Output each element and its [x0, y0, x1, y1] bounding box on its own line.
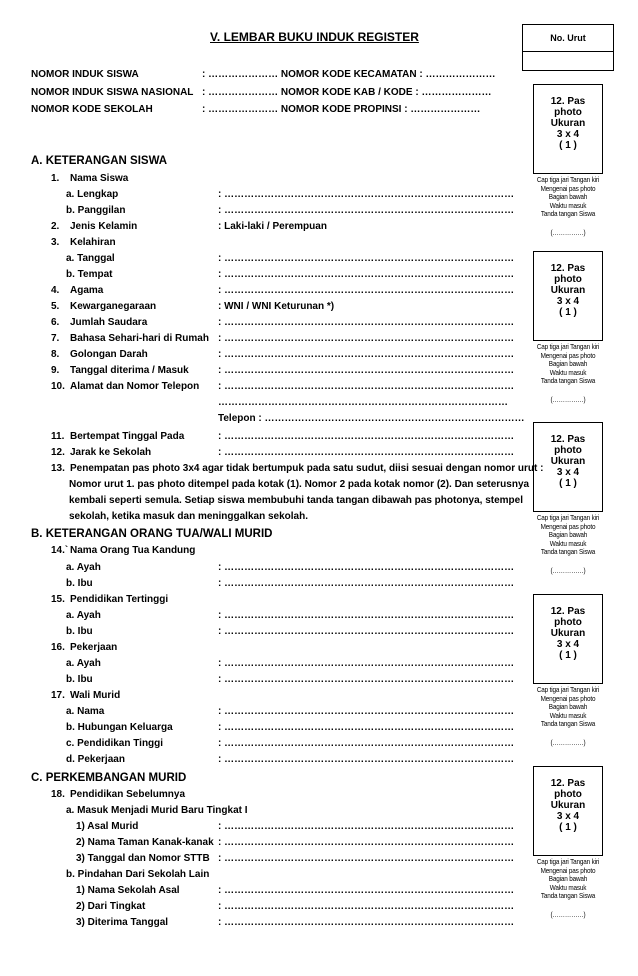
field-value[interactable]: : Laki-laki / Perempuan [218, 221, 327, 232]
caption-line: Waktu masuk [549, 882, 587, 892]
row-number: 17. [51, 690, 65, 701]
field-label: a. Masuk Menjadi Murid Baru Tingkat I [66, 805, 248, 816]
section-a-heading: A. KETERANGAN SISWA [31, 155, 168, 167]
field-label: 2) Dari Tingkat [76, 901, 146, 912]
photo-label: 12. Pas [550, 606, 586, 617]
caption-line: Cap tiga jari Tangan kiri [536, 342, 600, 351]
field-value[interactable]: : …………………………………………………………………………… [218, 901, 515, 912]
field-label: 1) Asal Murid [76, 821, 139, 832]
row-number: 15. [51, 594, 65, 605]
caption-line: Waktu masuk [549, 367, 587, 377]
row-number: 14.` [51, 545, 69, 556]
photo-box[interactable] [533, 422, 603, 512]
field-label: b. Panggilan [66, 205, 126, 216]
field-value[interactable]: : …………………………………………………………………………… [218, 269, 515, 280]
field-label: Bahasa Sehari-hari di Rumah [70, 333, 209, 344]
field-value[interactable]: : …………………………………………………………………………… [218, 917, 515, 928]
field-label: a. Ayah [66, 610, 101, 621]
field-value[interactable]: : …………………………………………………………………………… [218, 447, 515, 458]
photo-label: ( 1 ) [559, 140, 577, 151]
caption-line: Waktu masuk [549, 710, 587, 720]
photo-label: 3 x 4 [556, 639, 580, 650]
photo-label: photo [554, 445, 582, 456]
field-label: 2) Nama Taman Kanak-kanak [76, 837, 214, 848]
field-value[interactable]: : …………………………………………………………………………… [218, 189, 515, 200]
photo-caption [529, 176, 607, 238]
row-number: 11. [51, 431, 65, 442]
field-label: Jenis Kelamin [70, 221, 138, 232]
header-label: NOMOR KODE SEKOLAH [31, 104, 153, 115]
signature-field[interactable]: (……………) [550, 394, 586, 404]
signature-field[interactable]: (……………) [550, 737, 586, 747]
section-b-heading: B. KETERANGAN ORANG TUA/WALI MURID [31, 528, 273, 540]
field-label: b. Pindahan Dari Sekolah Lain [66, 869, 210, 880]
photo-label: Ukuran [550, 628, 586, 639]
field-label: b. Ibu [66, 626, 93, 637]
caption-line: Mengenai pas photo [540, 693, 596, 703]
field-label: Jarak ke Sekolah [70, 447, 152, 458]
field-label: 1) Nama Sekolah Asal [76, 885, 180, 896]
field-label: a. Nama [66, 706, 105, 717]
photo-label: Ukuran [550, 456, 586, 467]
header-value[interactable]: : ………………… NOMOR KODE PROPINSI : ………………… [202, 104, 481, 115]
photo-box[interactable] [533, 766, 603, 856]
field-value[interactable]: Telepon : …………………………………………………………………… [218, 413, 525, 424]
signature-field[interactable]: (……………) [550, 227, 586, 237]
field-label: Kelahiran [70, 237, 116, 248]
field-label: Nomor urut 1. pas photo ditempel pada kotak (1). Nomor 2 pada kotak nomor (2). Dan seterusnya [69, 479, 530, 490]
field-value[interactable]: : …………………………………………………………………………… [218, 674, 515, 685]
photo-label: 12. Pas [550, 263, 586, 274]
field-value[interactable]: : …………………………………………………………………………… [218, 853, 515, 864]
header-label: NOMOR INDUK SISWA NASIONAL [31, 87, 194, 98]
caption-line: Tanda tangan Siswa [540, 891, 596, 901]
field-label: a. Tanggal [66, 253, 115, 264]
field-label: Wali Murid [70, 690, 121, 701]
row-number: 10. [51, 381, 65, 392]
field-label: 3) Tanggal dan Nomor STTB [76, 853, 210, 864]
caption-line: Mengenai pas photo [540, 521, 596, 531]
row-number: 2. [51, 221, 60, 232]
photo-label: photo [554, 274, 582, 285]
photo-label: ( 1 ) [559, 478, 577, 489]
photo-label: Ukuran [550, 118, 586, 129]
header-value[interactable]: : ………………… NOMOR KODE KECAMATAN : ………………… [202, 69, 496, 80]
caption-line: Cap tiga jari Tangan kiri [536, 857, 600, 866]
field-value[interactable]: : …………………………………………………………………………… [218, 285, 515, 296]
field-value[interactable]: : …………………………………………………………………………… [218, 658, 515, 669]
field-label: Nama Siswa [70, 173, 129, 184]
photo-label: 3 x 4 [556, 467, 580, 478]
field-label: a. Ayah [66, 562, 101, 573]
row-number: 1. [51, 173, 60, 184]
section-c-heading: C. PERKEMBANGAN MURID [31, 772, 187, 784]
photo-label: 3 x 4 [556, 129, 580, 140]
row-number: 7. [51, 333, 60, 344]
field-value[interactable]: : …………………………………………………………………………… [218, 381, 515, 392]
photo-caption [529, 858, 607, 920]
photo-label: Ukuran [550, 800, 586, 811]
row-number: 3. [51, 237, 60, 248]
caption-line: Bagian bawah [548, 192, 588, 202]
row-number: 16. [51, 642, 65, 653]
caption-line: Cap tiga jari Tangan kiri [536, 513, 600, 522]
field-label: d. Pekerjaan [66, 754, 125, 765]
photo-box[interactable] [533, 251, 603, 341]
photo-label: photo [554, 107, 582, 118]
photo-label: photo [554, 617, 582, 628]
field-label: a. Lengkap [66, 189, 119, 200]
field-label: b. Hubungan Keluarga [66, 722, 173, 733]
field-label: Pendidikan Sebelumnya [70, 789, 186, 800]
caption-line: Bagian bawah [548, 359, 588, 369]
photo-box[interactable] [533, 84, 603, 174]
row-number: 4. [51, 285, 60, 296]
field-value[interactable]: …………………………………………………………………………… [218, 397, 508, 408]
field-value[interactable]: : …………………………………………………………………………… [218, 578, 515, 589]
row-number: 6. [51, 317, 60, 328]
field-value[interactable]: : …………………………………………………………………………… [218, 722, 515, 733]
caption-line: Waktu masuk [549, 538, 587, 548]
no-urut-label: No. Urut [550, 33, 586, 43]
photo-label: 3 x 4 [556, 811, 580, 822]
photo-label: Ukuran [550, 285, 586, 296]
field-value[interactable]: : …………………………………………………………………………… [218, 821, 515, 832]
photo-label: 12. Pas [550, 434, 586, 445]
row-number: 18. [51, 789, 65, 800]
field-label: sekolah, ketika masuk dan meninggalkan sekolah. [69, 511, 308, 522]
caption-line: Bagian bawah [548, 530, 588, 540]
field-label: Tanggal diterima / Masuk [70, 365, 189, 376]
photo-caption [529, 686, 607, 748]
signature-field[interactable]: (……………) [550, 909, 586, 919]
field-value[interactable]: : …………………………………………………………………………… [218, 333, 515, 344]
caption-line: Mengenai pas photo [540, 183, 596, 193]
field-value[interactable]: : …………………………………………………………………………… [218, 349, 515, 360]
photo-label: ( 1 ) [559, 307, 577, 318]
field-label: Jumlah Saudara [70, 317, 148, 328]
field-label: b. Tempat [66, 269, 113, 280]
caption-line: Tanda tangan Siswa [540, 209, 596, 219]
photo-label: ( 1 ) [559, 822, 577, 833]
field-value[interactable]: : …………………………………………………………………………… [218, 317, 515, 328]
photo-label: photo [554, 789, 582, 800]
caption-line: Bagian bawah [548, 874, 588, 884]
no-urut-field[interactable] [522, 51, 614, 71]
field-value[interactable]: : …………………………………………………………………………… [218, 253, 515, 264]
caption-line: Tanda tangan Siswa [540, 376, 596, 386]
caption-line: Tanda tangan Siswa [540, 719, 596, 729]
field-label: b. Ibu [66, 578, 93, 589]
signature-field[interactable]: (……………) [550, 565, 586, 575]
field-value[interactable]: : …………………………………………………………………………… [218, 431, 515, 442]
photo-label: 12. Pas [550, 778, 586, 789]
page-title: V. LEMBAR BUKU INDUK REGISTER [210, 30, 419, 44]
photo-caption [529, 514, 607, 576]
caption-line: Mengenai pas photo [540, 865, 596, 875]
photo-caption [529, 343, 607, 405]
field-label: c. Pendidikan Tinggi [66, 738, 164, 749]
field-value[interactable]: : …………………………………………………………………………… [218, 610, 515, 621]
header-label: NOMOR INDUK SISWA [31, 69, 139, 80]
photo-label: 12. Pas [550, 96, 586, 107]
field-label: Golongan Darah [70, 349, 148, 360]
photo-box[interactable] [533, 594, 603, 684]
field-label: Nama Orang Tua Kandung [70, 545, 196, 556]
field-value[interactable]: : …………………………………………………………………………… [218, 706, 515, 717]
caption-line: Mengenai pas photo [540, 350, 596, 360]
field-value[interactable]: : …………………………………………………………………………… [218, 738, 515, 749]
field-label: Pekerjaan [70, 642, 118, 653]
field-label: b. Ibu [66, 674, 93, 685]
row-number: 12. [51, 447, 65, 458]
field-label: Agama [70, 285, 104, 296]
field-value[interactable]: : …………………………………………………………………………… [218, 885, 515, 896]
field-value[interactable]: : WNI / WNI Keturunan *) [218, 301, 335, 312]
row-number: 9. [51, 365, 60, 376]
field-value[interactable]: : …………………………………………………………………………… [218, 365, 515, 376]
caption-line: Tanda tangan Siswa [540, 547, 596, 557]
field-value[interactable]: : …………………………………………………………………………… [218, 562, 515, 573]
caption-line: Bagian bawah [548, 702, 588, 712]
row-number: 13. [51, 463, 65, 474]
header-value[interactable]: : ………………… NOMOR KODE KAB / KODE : ………………… [202, 87, 492, 98]
field-value[interactable]: : …………………………………………………………………………… [218, 754, 515, 765]
photo-label: 3 x 4 [556, 296, 580, 307]
field-label: Penempatan pas photo 3x4 agar tidak bertumpuk pada satu sudut, diisi sesuai dengan nomor urut : [70, 463, 544, 474]
field-value[interactable]: : …………………………………………………………………………… [218, 205, 515, 216]
field-value[interactable]: : …………………………………………………………………………… [218, 837, 515, 848]
photo-label: ( 1 ) [559, 650, 577, 661]
caption-line: Cap tiga jari Tangan kiri [536, 175, 600, 184]
caption-line: Cap tiga jari Tangan kiri [536, 685, 600, 694]
row-number: 8. [51, 349, 60, 360]
field-label: Kewarganegaraan [70, 301, 157, 312]
no-urut-box [522, 24, 614, 52]
field-value[interactable]: : …………………………………………………………………………… [218, 626, 515, 637]
field-label: kembali seperti semula. Setiap siswa membubuhi tanda tangan dibawah pas photonya, stempel [69, 495, 524, 506]
field-label: Bertempat Tinggal Pada [70, 431, 185, 442]
field-label: a. Ayah [66, 658, 101, 669]
caption-line: Waktu masuk [549, 200, 587, 210]
field-label: Alamat dan Nomor Telepon [70, 381, 200, 392]
field-label: Pendidikan Tertinggi [70, 594, 169, 605]
row-number: 5. [51, 301, 60, 312]
field-label: 3) Diterima Tanggal [76, 917, 169, 928]
